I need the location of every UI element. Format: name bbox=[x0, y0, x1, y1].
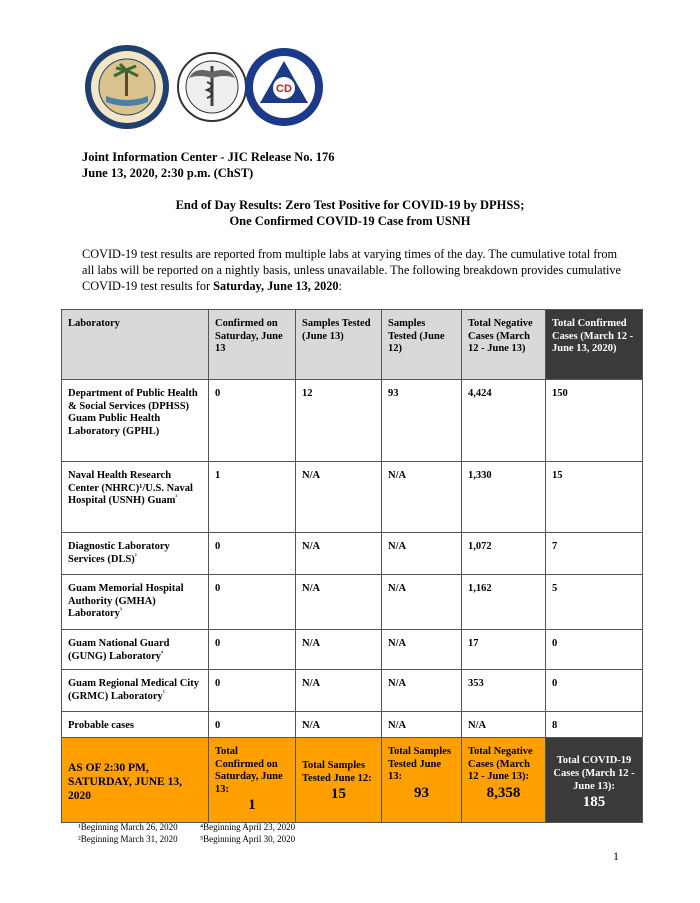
total-covid-cases-value: 185 bbox=[582, 794, 606, 811]
cell-tested-13: N/A bbox=[296, 670, 382, 712]
lab-name bbox=[62, 575, 209, 630]
cell-confirmed: 1 bbox=[209, 462, 296, 533]
title-line-2: One Confirmed COVID-19 Case from USNH bbox=[229, 214, 471, 228]
lab-name bbox=[62, 630, 209, 670]
lab-footnote-mark: ² bbox=[134, 552, 137, 560]
cell-confirmed: 0 bbox=[209, 575, 296, 630]
release-datetime: June 13, 2020, 2:30 p.m. (ChST) bbox=[82, 166, 254, 180]
lab-name bbox=[62, 712, 209, 738]
cell-total-confirmed: 7 bbox=[546, 533, 643, 575]
cell-tested-13: N/A bbox=[296, 575, 382, 630]
page-number: 1 bbox=[613, 849, 619, 863]
header-negative: Total Negative Cases (March 12 - June 13) bbox=[462, 310, 546, 380]
intro-text: COVID-19 test results are reported from multiple labs at varying times of the day. The cumulative total from all labs will be reported on a nightly basis, unless unavailable. The following breakdown provides cumulative COVID-19 test results for bbox=[82, 247, 622, 293]
footnote-2: ²Beginning March 31, 2020 bbox=[78, 834, 178, 844]
civil-defense-cd-text: CD bbox=[276, 83, 292, 95]
total-confirmed-today-label: Total Confirmed on Saturday, June 13: bbox=[215, 746, 283, 795]
table-row bbox=[62, 462, 643, 533]
lab-name-text: Guam Memorial Hospital Authority (GMHA) Laboratory bbox=[68, 583, 184, 620]
footnotes bbox=[78, 821, 295, 845]
footnote-1: ¹Beginning March 26, 2020 bbox=[78, 822, 178, 832]
governor-seal-logo bbox=[84, 44, 170, 130]
table-row bbox=[62, 630, 643, 670]
cell-total-confirmed: 8 bbox=[546, 712, 643, 738]
table-row bbox=[62, 380, 643, 462]
total-negative bbox=[462, 738, 546, 823]
cell-total-confirmed: 15 bbox=[546, 462, 643, 533]
total-covid-cases bbox=[546, 738, 643, 823]
cell-confirmed: 0 bbox=[209, 630, 296, 670]
total-tested-june-12-label: Total Samples Tested June 12: bbox=[302, 760, 372, 784]
footnote-5: ⁵Beginning April 30, 2020 bbox=[200, 834, 296, 844]
cell-total-confirmed: 5 bbox=[546, 575, 643, 630]
lab-name-text: Probable cases bbox=[68, 720, 135, 731]
totals-row bbox=[62, 738, 643, 823]
release-header bbox=[82, 149, 335, 181]
cell-negative: 17 bbox=[462, 630, 546, 670]
cell-tested-13: N/A bbox=[296, 533, 382, 575]
total-tested-june-12 bbox=[296, 738, 382, 823]
civil-defense-seal-logo bbox=[244, 44, 324, 130]
cell-negative: 1,162 bbox=[462, 575, 546, 630]
lab-name bbox=[62, 670, 209, 712]
cell-total-confirmed: 0 bbox=[546, 630, 643, 670]
cell-tested-12: N/A bbox=[382, 670, 462, 712]
cell-total-confirmed: 150 bbox=[546, 380, 643, 462]
cell-negative: 353 bbox=[462, 670, 546, 712]
cell-negative: 4,424 bbox=[462, 380, 546, 462]
cell-tested-12: N/A bbox=[382, 533, 462, 575]
lab-name-text: Guam Regional Medical City (GRMC) Laboratory bbox=[68, 678, 199, 702]
lab-footnote-mark: ⁵ bbox=[162, 689, 165, 697]
cell-tested-13: N/A bbox=[296, 712, 382, 738]
cell-tested-12: N/A bbox=[382, 712, 462, 738]
lab-name-text: Guam National Guard (GUNG) Laboratory bbox=[68, 638, 170, 662]
footnote-4: ⁴Beginning April 23, 2020 bbox=[200, 822, 296, 832]
lab-name-text: Naval Health Research Center (NHRC)¹/U.S. Naval Hospital (USNH) Guam bbox=[68, 470, 193, 507]
cell-confirmed: 0 bbox=[209, 380, 296, 462]
lab-name-text: Diagnostic Laboratory Services (DLS) bbox=[68, 541, 170, 565]
total-confirmed-today-value: 1 bbox=[248, 797, 256, 814]
total-negative-label: Total Negative Cases (March 12 - June 13): bbox=[468, 746, 533, 783]
total-tested-june-13-value: 93 bbox=[414, 784, 429, 801]
intro-paragraph bbox=[82, 246, 622, 294]
total-confirmed-today bbox=[209, 738, 296, 823]
lab-name-text: Department of Public Health & Social Services (DPHSS) Guam Public Health Laboratory (GPHL) bbox=[68, 388, 198, 437]
cell-total-confirmed: 0 bbox=[546, 670, 643, 712]
title-line-1: End of Day Results: Zero Test Positive for COVID-19 by DPHSS; bbox=[175, 198, 525, 212]
lab-footnote-mark: ⁴ bbox=[161, 649, 163, 657]
public-health-seal-logo bbox=[177, 44, 247, 130]
cell-negative: 1,072 bbox=[462, 533, 546, 575]
header-total-confirmed: Total Confirmed Cases (March 12 - June 13, 2020) bbox=[546, 310, 643, 380]
header-tested-13: Samples Tested (June 13) bbox=[296, 310, 382, 380]
total-tested-june-12-value: 15 bbox=[331, 786, 346, 803]
as-of-label: AS OF 2:30 PM, SATURDAY, JUNE 13, 2020 bbox=[62, 738, 209, 823]
header-confirmed: Confirmed on Saturday, June 13 bbox=[209, 310, 296, 380]
total-tested-june-13-label: Total Samples Tested June 13: bbox=[388, 746, 451, 783]
lab-footnote-mark: ³ bbox=[119, 606, 122, 614]
lab-name bbox=[62, 462, 209, 533]
table-row bbox=[62, 575, 643, 630]
header-tested-12: Samples Tested (June 12) bbox=[382, 310, 462, 380]
total-tested-june-13 bbox=[382, 738, 462, 823]
cell-tested-13: N/A bbox=[296, 630, 382, 670]
cell-tested-12: N/A bbox=[382, 630, 462, 670]
cell-confirmed: 0 bbox=[209, 533, 296, 575]
cell-tested-12: N/A bbox=[382, 575, 462, 630]
table-row bbox=[62, 712, 643, 738]
lab-footnote-mark: ² bbox=[175, 493, 178, 501]
release-title bbox=[0, 197, 700, 229]
total-covid-cases-label: Total COVID-19 Cases (March 12 - June 13): bbox=[553, 755, 635, 792]
cell-tested-12: N/A bbox=[382, 462, 462, 533]
cell-negative: N/A bbox=[462, 712, 546, 738]
cell-tested-13: N/A bbox=[296, 462, 382, 533]
cell-confirmed: 0 bbox=[209, 670, 296, 712]
table-header-row bbox=[62, 310, 643, 380]
intro-date: Saturday, June 13, 2020 bbox=[213, 279, 339, 293]
cell-negative: 1,330 bbox=[462, 462, 546, 533]
cell-tested-12: 93 bbox=[382, 380, 462, 462]
total-negative-value: 8,358 bbox=[486, 784, 521, 801]
test-results-table bbox=[61, 309, 643, 823]
lab-name bbox=[62, 533, 209, 575]
release-number: Joint Information Center - JIC Release No. 176 bbox=[82, 150, 335, 164]
intro-end: : bbox=[338, 279, 342, 293]
cell-confirmed: 0 bbox=[209, 712, 296, 738]
cell-tested-13: 12 bbox=[296, 380, 382, 462]
header-laboratory: Laboratory bbox=[62, 310, 209, 380]
table-row bbox=[62, 533, 643, 575]
table-row bbox=[62, 670, 643, 712]
lab-name bbox=[62, 380, 209, 462]
